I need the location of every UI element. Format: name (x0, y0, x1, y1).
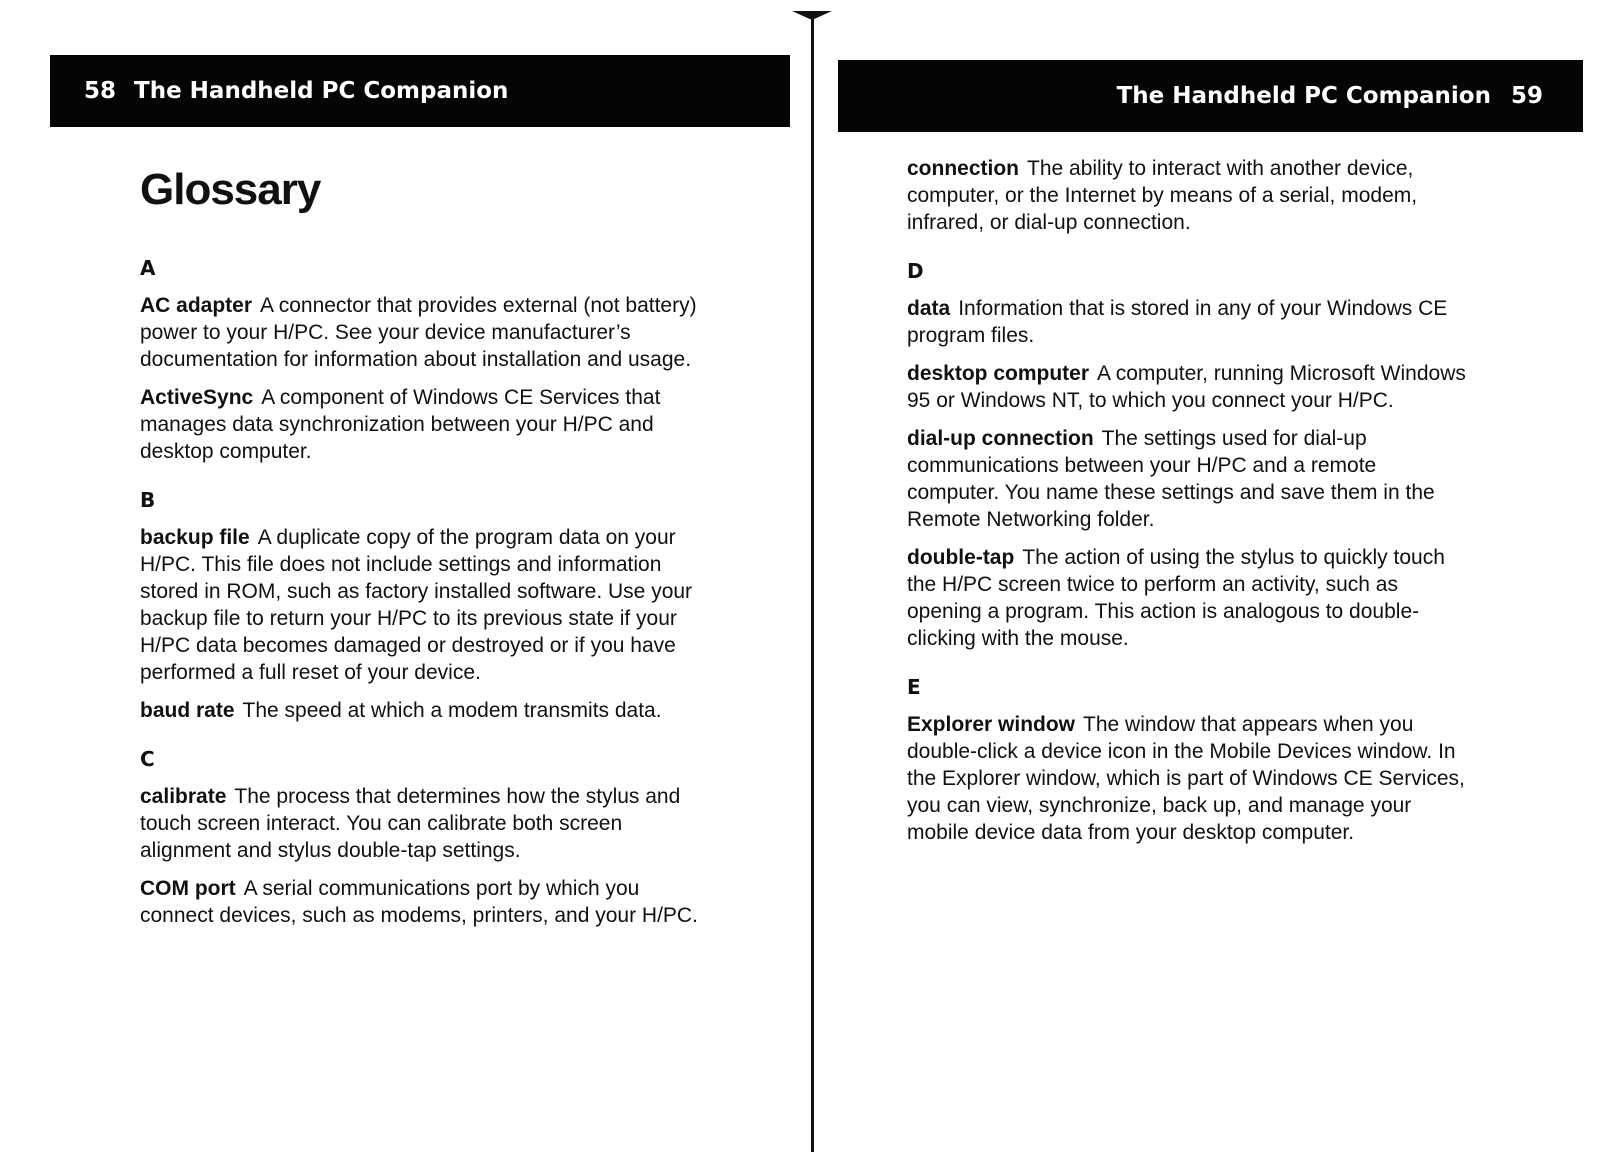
entry-term: COM port (140, 877, 236, 900)
entry-term: data (907, 297, 951, 320)
entry-term: dial-up connection (907, 427, 1094, 450)
entry-term: Explorer window (907, 713, 1076, 736)
left-column (140, 255, 700, 940)
left-page-number: 58 (84, 78, 117, 104)
page-title: Glossary (140, 165, 321, 214)
entry-term: AC adapter (140, 294, 253, 317)
entry-definition: Information that is stored in any of your Windows CE program files. (907, 297, 1448, 347)
right-column (907, 155, 1467, 857)
entry-definition: The settings used for dial-up communications between your H/PC and a remote computer. You name these settings and save them in the Remote Networking folder. (907, 427, 1435, 531)
entry-definition: A computer, running Microsoft Windows 95 or Windows NT, to which you connect your H/PC. (907, 362, 1466, 412)
right-page (800, 0, 1600, 1159)
entry-definition: The window that appears when you double-click a device icon in the Mobile Devices window. In the Explorer window, which is part of Windows CE Services, you can view, synchronize, back up, and manage your mobile device data from your desktop computer. (907, 713, 1465, 844)
entry-term: baud rate (140, 699, 235, 722)
left-running-head: The Handheld PC Companion (134, 78, 509, 104)
glossary-entry-desktop-computer (907, 360, 1467, 414)
glossary-entry-connection (907, 155, 1467, 236)
entry-definition: A duplicate copy of the program data on your H/PC. This file does not include settings and information stored in ROM, such as factory installed software. Use your backup file to return your H/PC to its previous state if your H/PC data becomes damaged or destroyed or if you have performed a full reset of your device. (140, 526, 693, 684)
entry-term: backup file (140, 526, 250, 549)
right-running-head: The Handheld PC Companion (1116, 83, 1491, 109)
section-letter-c: C (140, 747, 155, 771)
entry-term: double-tap (907, 546, 1015, 569)
glossary-entry-baud-rate (140, 697, 700, 724)
glossary-entry-ac-adapter (140, 292, 700, 373)
entry-definition: The action of using the stylus to quickly touch the H/PC screen twice to perform an activity, such as opening a program. This action is analogous to double-clicking with the mouse. (907, 546, 1445, 650)
entry-definition: The process that determines how the stylus and touch screen interact. You can calibrate both screen alignment and stylus double-tap settings. (140, 785, 681, 862)
section-letter-d: D (907, 259, 924, 283)
right-header-band (838, 60, 1583, 132)
entry-definition: A component of Windows CE Services that manages data synchronization between your H/PC and desktop computer. (140, 386, 661, 463)
entry-definition: The ability to interact with another device, computer, or the Internet by means of a serial, modem, infrared, or dial-up connection. (907, 157, 1418, 234)
glossary-entry-dial-up-connection (907, 425, 1467, 533)
entry-definition: The speed at which a modem transmits data. (242, 699, 662, 722)
entry-definition: A serial communications port by which you connect devices, such as modems, printers, and your H/PC. (140, 877, 698, 927)
glossary-entry-data (907, 295, 1467, 349)
section-letter-a: A (140, 256, 156, 280)
glossary-entry-calibrate (140, 783, 700, 864)
entry-definition: A connector that provides external (not battery) power to your H/PC. See your device manufacturer’s documentation for information about installation and usage. (140, 294, 697, 371)
right-page-number: 59 (1510, 83, 1543, 109)
glossary-entry-double-tap (907, 544, 1467, 652)
entry-term: desktop computer (907, 362, 1090, 385)
entry-term: ActiveSync (140, 386, 254, 409)
glossary-entry-explorer-window (907, 711, 1467, 846)
glossary-entry-backup-file (140, 524, 700, 686)
section-letter-b: B (140, 488, 156, 512)
entry-term: calibrate (140, 785, 227, 808)
glossary-entry-activesync (140, 384, 700, 465)
entry-term: connection (907, 157, 1020, 180)
left-header-band (50, 55, 790, 127)
section-letter-e: E (907, 675, 921, 699)
glossary-entry-com-port (140, 875, 700, 929)
